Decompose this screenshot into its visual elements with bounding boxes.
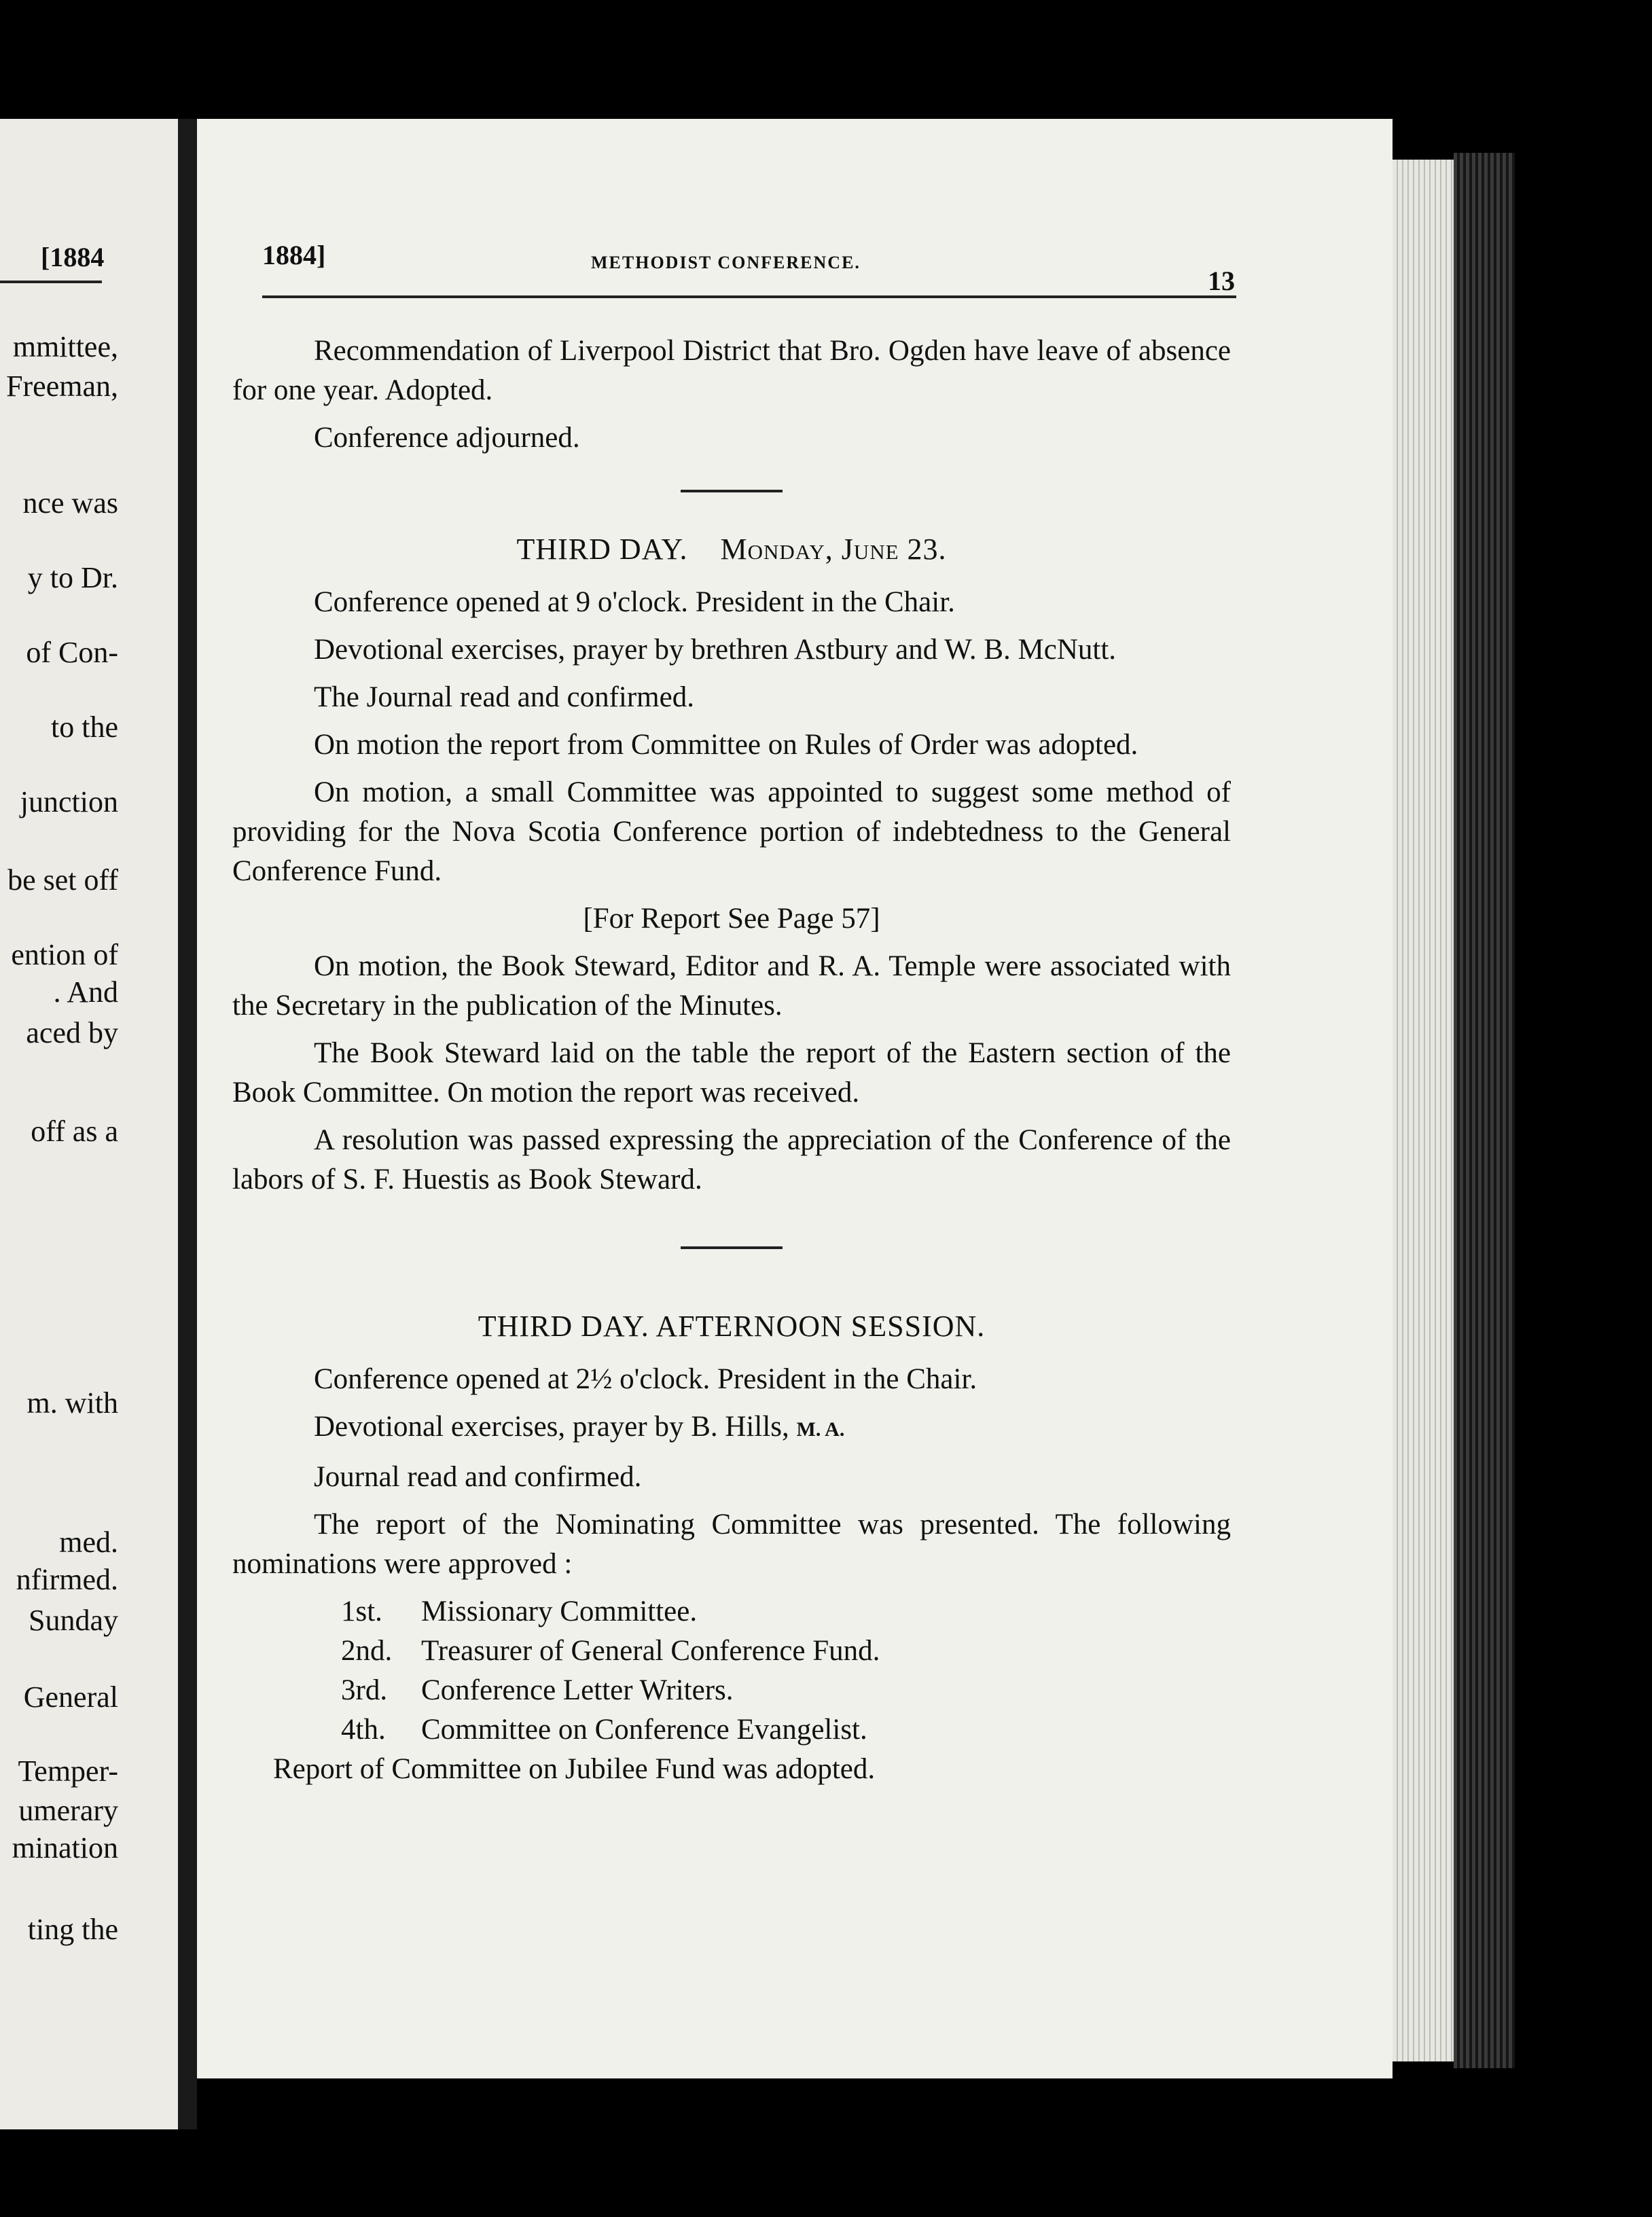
running-header-year: 1884] (262, 240, 326, 270)
facing-page-line: mmittee, (12, 330, 118, 363)
list-item-number: 3rd. (341, 1674, 388, 1706)
page-number: 13 (1208, 266, 1235, 296)
section-heading (232, 530, 1231, 569)
header-rule (262, 295, 1236, 298)
section-divider (232, 470, 1231, 509)
facing-page-line: nfirmed. (16, 1563, 118, 1596)
paragraph: Journal read and confirmed. (314, 1461, 642, 1493)
list-item (341, 1592, 1231, 1632)
facing-page-line: m. with (26, 1386, 118, 1420)
list-item-text: Committee on Conference Evangelist. (421, 1714, 867, 1746)
paragraph: On motion, a small Committee was appointed to suggest some method of providing for the Nova Scotia Conference portion of indebtedness to the General Conference Fund. (232, 776, 1231, 887)
paragraph: Report of Committee on Jubilee Fund was adopted. (273, 1753, 876, 1785)
facing-page-line: to the (51, 710, 118, 744)
list-item (341, 1710, 1231, 1750)
paragraph: The Book Steward laid on the table the report of the Eastern section of the Book Committee. On motion the report was received. (232, 1037, 1231, 1108)
paragraph: A resolution was passed expressing the appreciation of the Conference of the labors of S. F. Huestis as Book Steward. (232, 1124, 1231, 1195)
facing-page-line: of Con- (26, 636, 118, 669)
running-header-title: METHODIST CONFERENCE. (591, 253, 861, 272)
facing-page-line: be set off (7, 863, 118, 897)
section-heading: THIRD DAY. AFTERNOON SESSION. (478, 1310, 986, 1343)
academic-degree: M. A. (796, 1418, 845, 1441)
paragraph-text: Devotional exercises, prayer by B. Hills, (314, 1411, 789, 1443)
list-item-text: Treasurer of General Conference Fund. (421, 1635, 880, 1667)
facing-page-header: [1884 (41, 242, 105, 272)
book-gutter (178, 119, 197, 2129)
list-item (341, 1632, 1231, 1671)
heading-title: THIRD DAY. (516, 533, 688, 566)
paragraph: The Journal read and confirmed. (314, 681, 694, 713)
page-body (232, 331, 1231, 1797)
facing-page-line: med. (59, 1526, 118, 1559)
facing-page-line: General (23, 1680, 118, 1714)
paragraph: Conference opened at 2½ o'clock. President in the Chair. (314, 1363, 977, 1395)
facing-page-line: Sunday (29, 1604, 118, 1637)
page-edges (1393, 160, 1454, 2061)
list-item-number: 2nd. (341, 1635, 393, 1667)
facing-page-line: Freeman, (6, 370, 118, 403)
paragraph: The report of the Nominating Committee was presented. The following nominations were approved : (232, 1509, 1231, 1580)
nominations-list (341, 1592, 1231, 1750)
facing-page-line: off as a (31, 1115, 118, 1148)
list-item-number: 1st. (341, 1596, 382, 1627)
facing-page-line: . And (53, 975, 118, 1009)
paragraph: Recommendation of Liverpool District that Bro. Ogden have leave of absence for one year. Adopted. (232, 335, 1231, 406)
facing-page-line: umerary (18, 1794, 118, 1827)
paragraph: Devotional exercises, prayer by brethren Astbury and W. B. McNutt. (314, 634, 1117, 666)
facing-page-line: y to Dr. (27, 561, 118, 594)
paragraph: On motion the report from Committee on Rules of Order was adopted. (314, 729, 1138, 761)
section-divider (232, 1227, 1231, 1266)
paragraph: Conference adjourned. (314, 422, 580, 454)
facing-page-line: ting the (27, 1913, 118, 1946)
list-item (341, 1671, 1231, 1710)
heading-date: Monday, June 23. (720, 533, 947, 566)
facing-page-line: ention of (11, 938, 118, 971)
book-cover-edge (1454, 153, 1515, 2068)
list-item-number: 4th. (341, 1714, 386, 1746)
paragraph: Conference opened at 9 o'clock. President in the Chair. (314, 586, 955, 618)
facing-page-line: mination (12, 1831, 118, 1864)
report-reference: [For Report See Page 57] (583, 903, 880, 935)
list-item-text: Conference Letter Writers. (421, 1674, 734, 1706)
facing-page-line: junction (20, 785, 118, 818)
paragraph: On motion, the Book Steward, Editor and R. A. Temple were associated with the Secretary in the publication of the Minutes. (232, 950, 1231, 1022)
facing-page-rule (0, 281, 102, 283)
facing-page-line: nce was (22, 486, 118, 520)
list-item-text: Missionary Committee. (421, 1596, 698, 1627)
facing-page-line: aced by (26, 1016, 118, 1049)
facing-page (0, 119, 178, 2129)
facing-page-line: Temper- (18, 1754, 118, 1788)
paragraph (232, 1407, 1231, 1449)
